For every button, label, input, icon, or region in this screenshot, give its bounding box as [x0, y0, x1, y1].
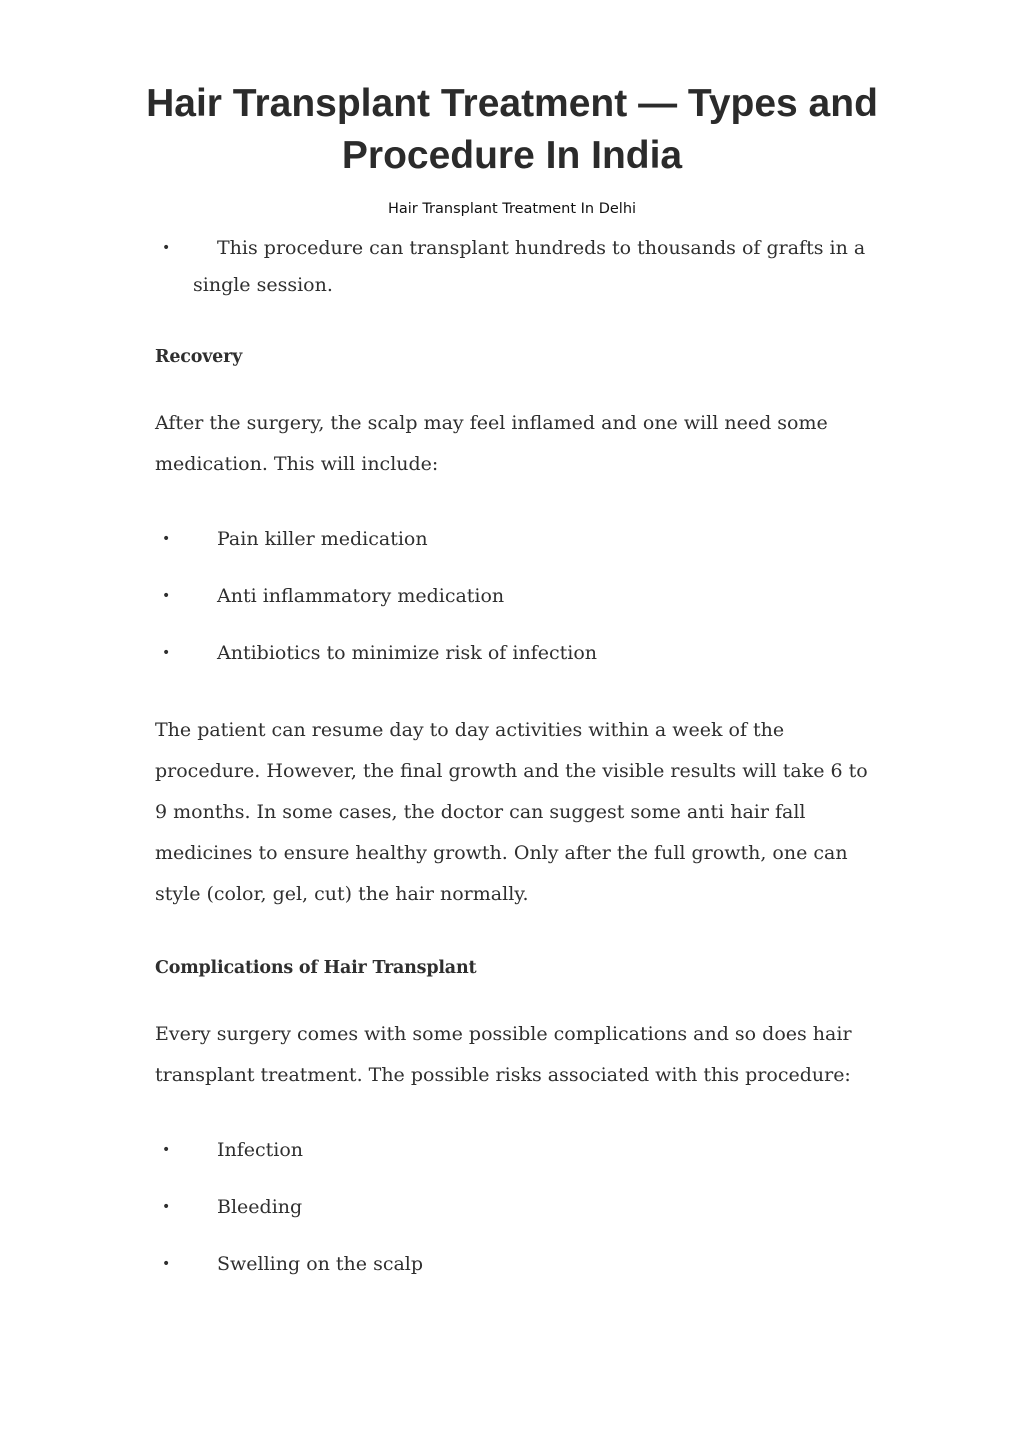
page-title: Hair Transplant Treatment — Types and Procedure In India: [146, 82, 878, 177]
bullet-icon: •: [162, 1199, 171, 1215]
bullet-icon: •: [162, 645, 171, 661]
bullet-icon: •: [162, 588, 171, 604]
complications-bullet-text: Swelling on the scalp: [217, 1253, 424, 1275]
complications-bullet-text: Infection: [217, 1139, 304, 1161]
recovery-bullet-text: Antibiotics to minimize risk of infection: [217, 642, 597, 664]
bullet-icon: •: [162, 1142, 171, 1158]
intro-bullet-line2: single session.: [193, 274, 333, 296]
bullet-icon: •: [162, 1256, 171, 1272]
recovery-bullet-text: Anti inflammatory medication: [217, 585, 505, 607]
recovery-paragraph: After the surgery, the scalp may feel inflamed and one will need some medication. This will include:: [155, 412, 828, 475]
recovery-paragraph-2: The patient can resume day to day activities within a week of the procedure. However, the final growth and the visible results will take 6 to 9 months. In some cases, the doctor can suggest some anti hair fall medicines to ensure healthy growth. Only after the full growth, one can style (color, gel, cut) the hair normally.: [155, 719, 868, 905]
complications-bullet-text: Bleeding: [217, 1196, 303, 1218]
bullet-icon: •: [162, 240, 171, 256]
complications-heading: Complications of Hair Transplant: [155, 958, 477, 978]
complications-paragraph: Every surgery comes with some possible complications and so does hair transplant treatment. The possible risks associated with this procedure:: [155, 1023, 852, 1086]
recovery-bullet-text: Pain killer medication: [217, 528, 428, 550]
intro-bullet-line1: This procedure can transplant hundreds to thousands of grafts in a: [217, 237, 866, 259]
page-subtitle: Hair Transplant Treatment In Delhi: [387, 201, 637, 217]
bullet-icon: •: [162, 531, 171, 547]
recovery-heading: Recovery: [155, 347, 243, 367]
